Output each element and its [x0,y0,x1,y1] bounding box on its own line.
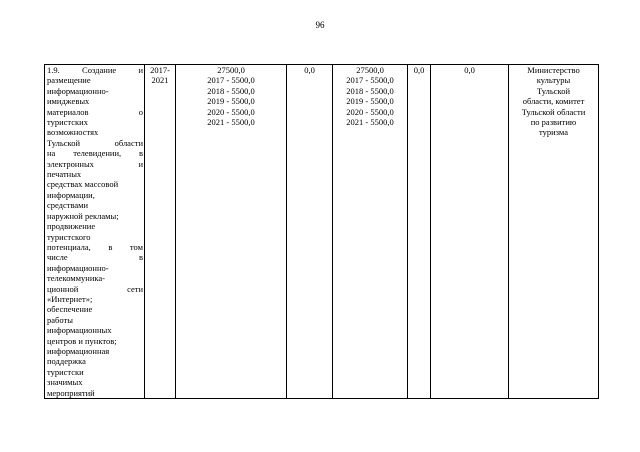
description-word: на [47,148,56,159]
federal-funding-cell [287,65,333,399]
description-word: сети [127,283,143,294]
total-funding-2021: 2021 - 5500,0 [207,117,255,128]
description-line [45,138,144,148]
description-line [45,75,144,85]
executor-line: туризма [539,127,568,138]
total-funding-2019: 2019 - 5500,0 [207,96,255,107]
description-word: мероприятий [47,387,95,398]
executor-line: области, комитет [522,96,585,107]
description-word: средствах массовой [47,179,119,190]
description-line [45,304,144,314]
description-word: материалов [47,106,89,117]
regional-funding-sum: 27500,0 [356,65,384,75]
description-word: наружной рекламы; [47,210,119,221]
description-line [45,211,144,221]
executor-cell [509,65,599,399]
period-start: 2017- [150,65,170,75]
description-word: области [114,137,143,148]
activity-description-cell [45,65,145,399]
description-word: туристских [47,117,88,128]
description-line [45,263,144,273]
description-word: средствами [47,200,89,211]
description-line [45,96,144,106]
description-word: центров и пунктов; [47,335,117,346]
description-line [45,190,144,200]
regional-funding-2018: 2018 - 5500,0 [346,85,394,96]
local-funding-cell [408,65,431,399]
description-word: в [138,252,143,263]
page-number: 96 [315,20,325,30]
description-line [45,315,144,325]
description-word: Создание [82,65,117,75]
regional-funding-2021: 2021 - 5500,0 [346,117,394,128]
description-line [45,148,144,158]
description-word: информации, [47,189,95,200]
description-line [45,284,144,294]
description-line [45,65,144,75]
description-word: электронных [47,158,94,169]
description-line [45,169,144,179]
description-line [45,294,144,304]
description-word: телекоммуника- [47,273,105,284]
description-line [45,221,144,231]
description-word: информационно- [47,262,109,273]
description-word: поддержка [47,356,86,367]
description-line [45,336,144,346]
description-word: возможностях [47,127,99,138]
description-word: туристского [47,231,91,242]
description-word: телевидении, [73,148,122,159]
description-line [45,159,144,169]
federal-funding-value: 0,0 [304,65,315,75]
description-word: информационно- [47,85,109,96]
executor-line: Тульской [536,85,571,96]
description-word: и [138,65,143,75]
total-funding-2018: 2018 - 5500,0 [207,85,255,96]
executor-line: культуры [536,75,571,86]
total-funding-sum: 27500,0 [217,65,245,75]
description-word: продвижение [47,221,96,232]
description-word: печатных [47,169,82,180]
executor-line: Тульской области [521,106,586,117]
description-word: числе [47,252,68,263]
description-word: «Интернет»; [47,293,93,304]
description-line [45,86,144,96]
table-row [45,65,599,399]
description-word: том [129,241,143,252]
period-end: 2021 [151,75,169,86]
description-word: потенциала, [47,241,91,252]
description-word: в [108,241,113,252]
description-line [45,273,144,283]
description-word: информационных [47,325,112,336]
description-word: Тульской [47,137,81,148]
description-line [45,117,144,127]
description-line [45,325,144,335]
regional-funding-2019: 2019 - 5500,0 [346,96,394,107]
description-word: информационная [47,345,110,356]
description-line [45,388,144,398]
regional-funding-cell [333,65,408,399]
regional-funding-2017: 2017 - 5500,0 [346,75,394,86]
other-funding-value: 0,0 [464,65,475,75]
description-word: 1.9. [47,65,60,75]
description-word: о [138,106,143,117]
description-word: в [138,148,143,159]
total-funding-cell [176,65,287,399]
description-line [45,346,144,356]
description-line [45,377,144,387]
description-word: имиджевых [47,96,90,107]
local-funding-value: 0,0 [413,65,425,75]
description-line [45,107,144,117]
other-funding-cell [431,65,509,399]
description-word: размещение [47,75,91,86]
period-cell [145,65,176,399]
description-word: и [138,158,143,169]
description-word: работы [47,314,73,325]
description-line [45,356,144,366]
description-line [45,232,144,242]
regional-funding-2020: 2020 - 5500,0 [346,106,394,117]
description-word: значимых [47,377,83,388]
description-line [45,179,144,189]
program-table [44,64,599,399]
total-funding-2020: 2020 - 5500,0 [207,106,255,117]
description-line [45,242,144,252]
description-line [45,252,144,262]
description-word: ционной [47,283,79,294]
total-funding-2017: 2017 - 5500,0 [207,75,255,86]
description-line [45,127,144,137]
description-line [45,200,144,210]
executor-line: по развитию [530,117,577,128]
description-word: обеспечение [47,304,93,315]
description-line [45,367,144,377]
activity-description [45,65,144,398]
description-word: туристски [47,366,84,377]
executor-line: Министерство [527,65,580,75]
